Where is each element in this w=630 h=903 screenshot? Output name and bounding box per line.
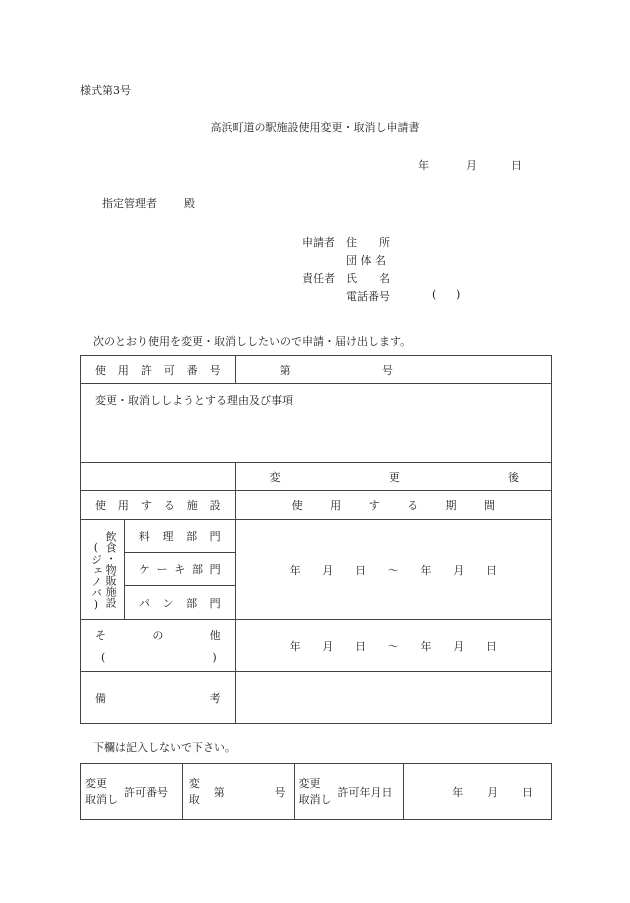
date-month: 月 xyxy=(466,159,477,172)
char: 使 xyxy=(95,363,106,377)
char: 期 xyxy=(445,499,457,512)
char: 〜 xyxy=(387,639,399,653)
address-label: 住 所 xyxy=(346,236,390,249)
char: 号 xyxy=(209,363,221,377)
char: 日 xyxy=(522,785,533,799)
dai-label: 第 xyxy=(279,363,291,377)
char: 設 xyxy=(209,499,221,512)
main-table xyxy=(80,355,552,724)
char: る xyxy=(163,499,175,512)
phone-paren-close: ) xyxy=(456,288,461,301)
char: 用 xyxy=(117,499,129,512)
char: 料 xyxy=(138,530,150,543)
permit-number-value-cell xyxy=(182,764,294,820)
permit-date-value xyxy=(452,784,533,800)
office-use-table xyxy=(80,763,552,820)
c2-go: 号 xyxy=(274,785,286,799)
char: 用 xyxy=(330,499,342,512)
responsible-label: 責任者 xyxy=(302,272,335,285)
char: 月 xyxy=(322,639,334,653)
restaurant-group-cell xyxy=(81,520,125,620)
char: る xyxy=(407,499,419,512)
section-period-cell[interactable] xyxy=(235,520,551,620)
c1-right: 許可番号 xyxy=(124,785,168,799)
permit-date-value-cell xyxy=(404,764,552,820)
char: 後 xyxy=(508,470,519,484)
page-title: 高浜町道の駅施設使用変更・取消し申請書 xyxy=(210,121,420,134)
remarks-label xyxy=(95,690,221,706)
period-header xyxy=(292,497,495,513)
char: そ xyxy=(95,629,106,642)
char: 日 xyxy=(485,639,497,653)
char: 年 xyxy=(420,563,432,577)
char: す xyxy=(140,499,152,512)
restaurant-group-label: 飲食・物販施設 xyxy=(104,531,118,608)
char: 月 xyxy=(453,563,465,577)
char: 月 xyxy=(453,639,465,653)
after-change-row xyxy=(81,463,552,491)
char: ン xyxy=(162,596,174,610)
after-change-header xyxy=(270,469,519,485)
date-year: 年 xyxy=(418,159,429,172)
permit-number-label xyxy=(95,362,221,378)
char: す xyxy=(368,499,380,512)
char: 部 xyxy=(186,596,198,610)
section-period xyxy=(290,562,497,578)
c3-bottom: 取消し xyxy=(298,792,332,806)
char: 日 xyxy=(355,563,367,577)
go-label: 号 xyxy=(382,363,393,377)
c1-top: 変更 xyxy=(85,776,107,790)
honorific: 殿 xyxy=(184,197,195,210)
char: 変 xyxy=(269,470,281,484)
permit-number-row xyxy=(81,356,552,384)
c2-top: 変 xyxy=(188,776,200,790)
section-cooking xyxy=(139,528,221,544)
restaurant-group-sub: (ジェノバ) xyxy=(89,540,103,611)
reason-cell[interactable] xyxy=(81,384,552,463)
section-cake xyxy=(139,561,221,577)
char: 日 xyxy=(355,639,367,653)
char: 間 xyxy=(484,499,495,512)
date-day: 日 xyxy=(511,159,522,172)
char: 理 xyxy=(162,530,174,543)
char: 施 xyxy=(186,499,198,512)
char: 日 xyxy=(485,563,497,577)
char: 部 xyxy=(186,530,198,543)
addressee: 指定管理者 xyxy=(102,197,157,210)
char: 許 xyxy=(140,363,152,377)
other-paren-open: ( xyxy=(101,651,106,664)
char: ケ xyxy=(138,563,150,576)
other-row xyxy=(81,620,552,672)
c2-dai: 第 xyxy=(213,785,225,799)
phone-label: 電話番号 xyxy=(346,290,390,303)
char: 門 xyxy=(209,563,221,576)
c1-bottom: 取消し xyxy=(85,792,118,806)
name-label: 氏 名 xyxy=(346,272,390,285)
other-period-cell[interactable] xyxy=(235,620,551,672)
char: 年 xyxy=(289,563,301,577)
char: 使 xyxy=(95,499,106,512)
phone-paren-open: ( xyxy=(432,288,437,301)
column-header-row xyxy=(81,491,552,520)
char: 更 xyxy=(388,470,400,484)
char: 使 xyxy=(291,499,303,512)
intro-text: 次のとおり使用を変更・取消ししたいので申請・届け出します。 xyxy=(93,335,412,348)
char: 備 xyxy=(95,691,106,705)
char: キ xyxy=(174,563,186,576)
char: ー xyxy=(156,563,168,576)
c2-bottom: 取 xyxy=(188,792,200,806)
char: 年 xyxy=(420,639,432,653)
other-period xyxy=(290,638,497,654)
other-label xyxy=(95,627,221,643)
permit-number-office-cell xyxy=(81,764,183,820)
other-paren-close: ) xyxy=(212,651,217,664)
applicant-label: 申請者 xyxy=(302,236,335,249)
char: 可 xyxy=(163,363,175,377)
form-number: 様式第3号 xyxy=(80,84,131,97)
char: パ xyxy=(138,596,150,610)
char: 月 xyxy=(487,785,499,799)
char: 部 xyxy=(191,563,203,576)
remarks-cell[interactable] xyxy=(235,672,551,724)
char: 他 xyxy=(209,629,221,642)
permit-date-label-cell xyxy=(294,764,404,820)
char: 考 xyxy=(209,691,221,705)
char: 番 xyxy=(186,363,198,377)
c3-right: 許可年月日 xyxy=(337,785,393,799)
char: 門 xyxy=(209,596,221,610)
note-text: 下欄は記入しないで下さい。 xyxy=(93,741,236,754)
facility-header xyxy=(95,497,221,513)
reason-label: 変更・取消ししようとする理由及び事項 xyxy=(95,394,293,407)
char: 年 xyxy=(452,785,464,799)
char: の xyxy=(152,629,164,642)
char: 月 xyxy=(322,563,334,577)
char: 〜 xyxy=(387,563,399,577)
remarks-row xyxy=(81,672,552,724)
char: 門 xyxy=(209,530,221,543)
group-name-label: 団 体 名 xyxy=(346,254,386,267)
section-row xyxy=(81,520,552,553)
other-cell[interactable] xyxy=(81,620,236,672)
section-bread xyxy=(139,595,221,611)
permit-number-cell[interactable] xyxy=(235,356,551,384)
char: 用 xyxy=(117,363,129,377)
reason-row xyxy=(81,384,552,463)
char: 年 xyxy=(289,639,301,653)
c3-top: 変更 xyxy=(298,776,321,790)
